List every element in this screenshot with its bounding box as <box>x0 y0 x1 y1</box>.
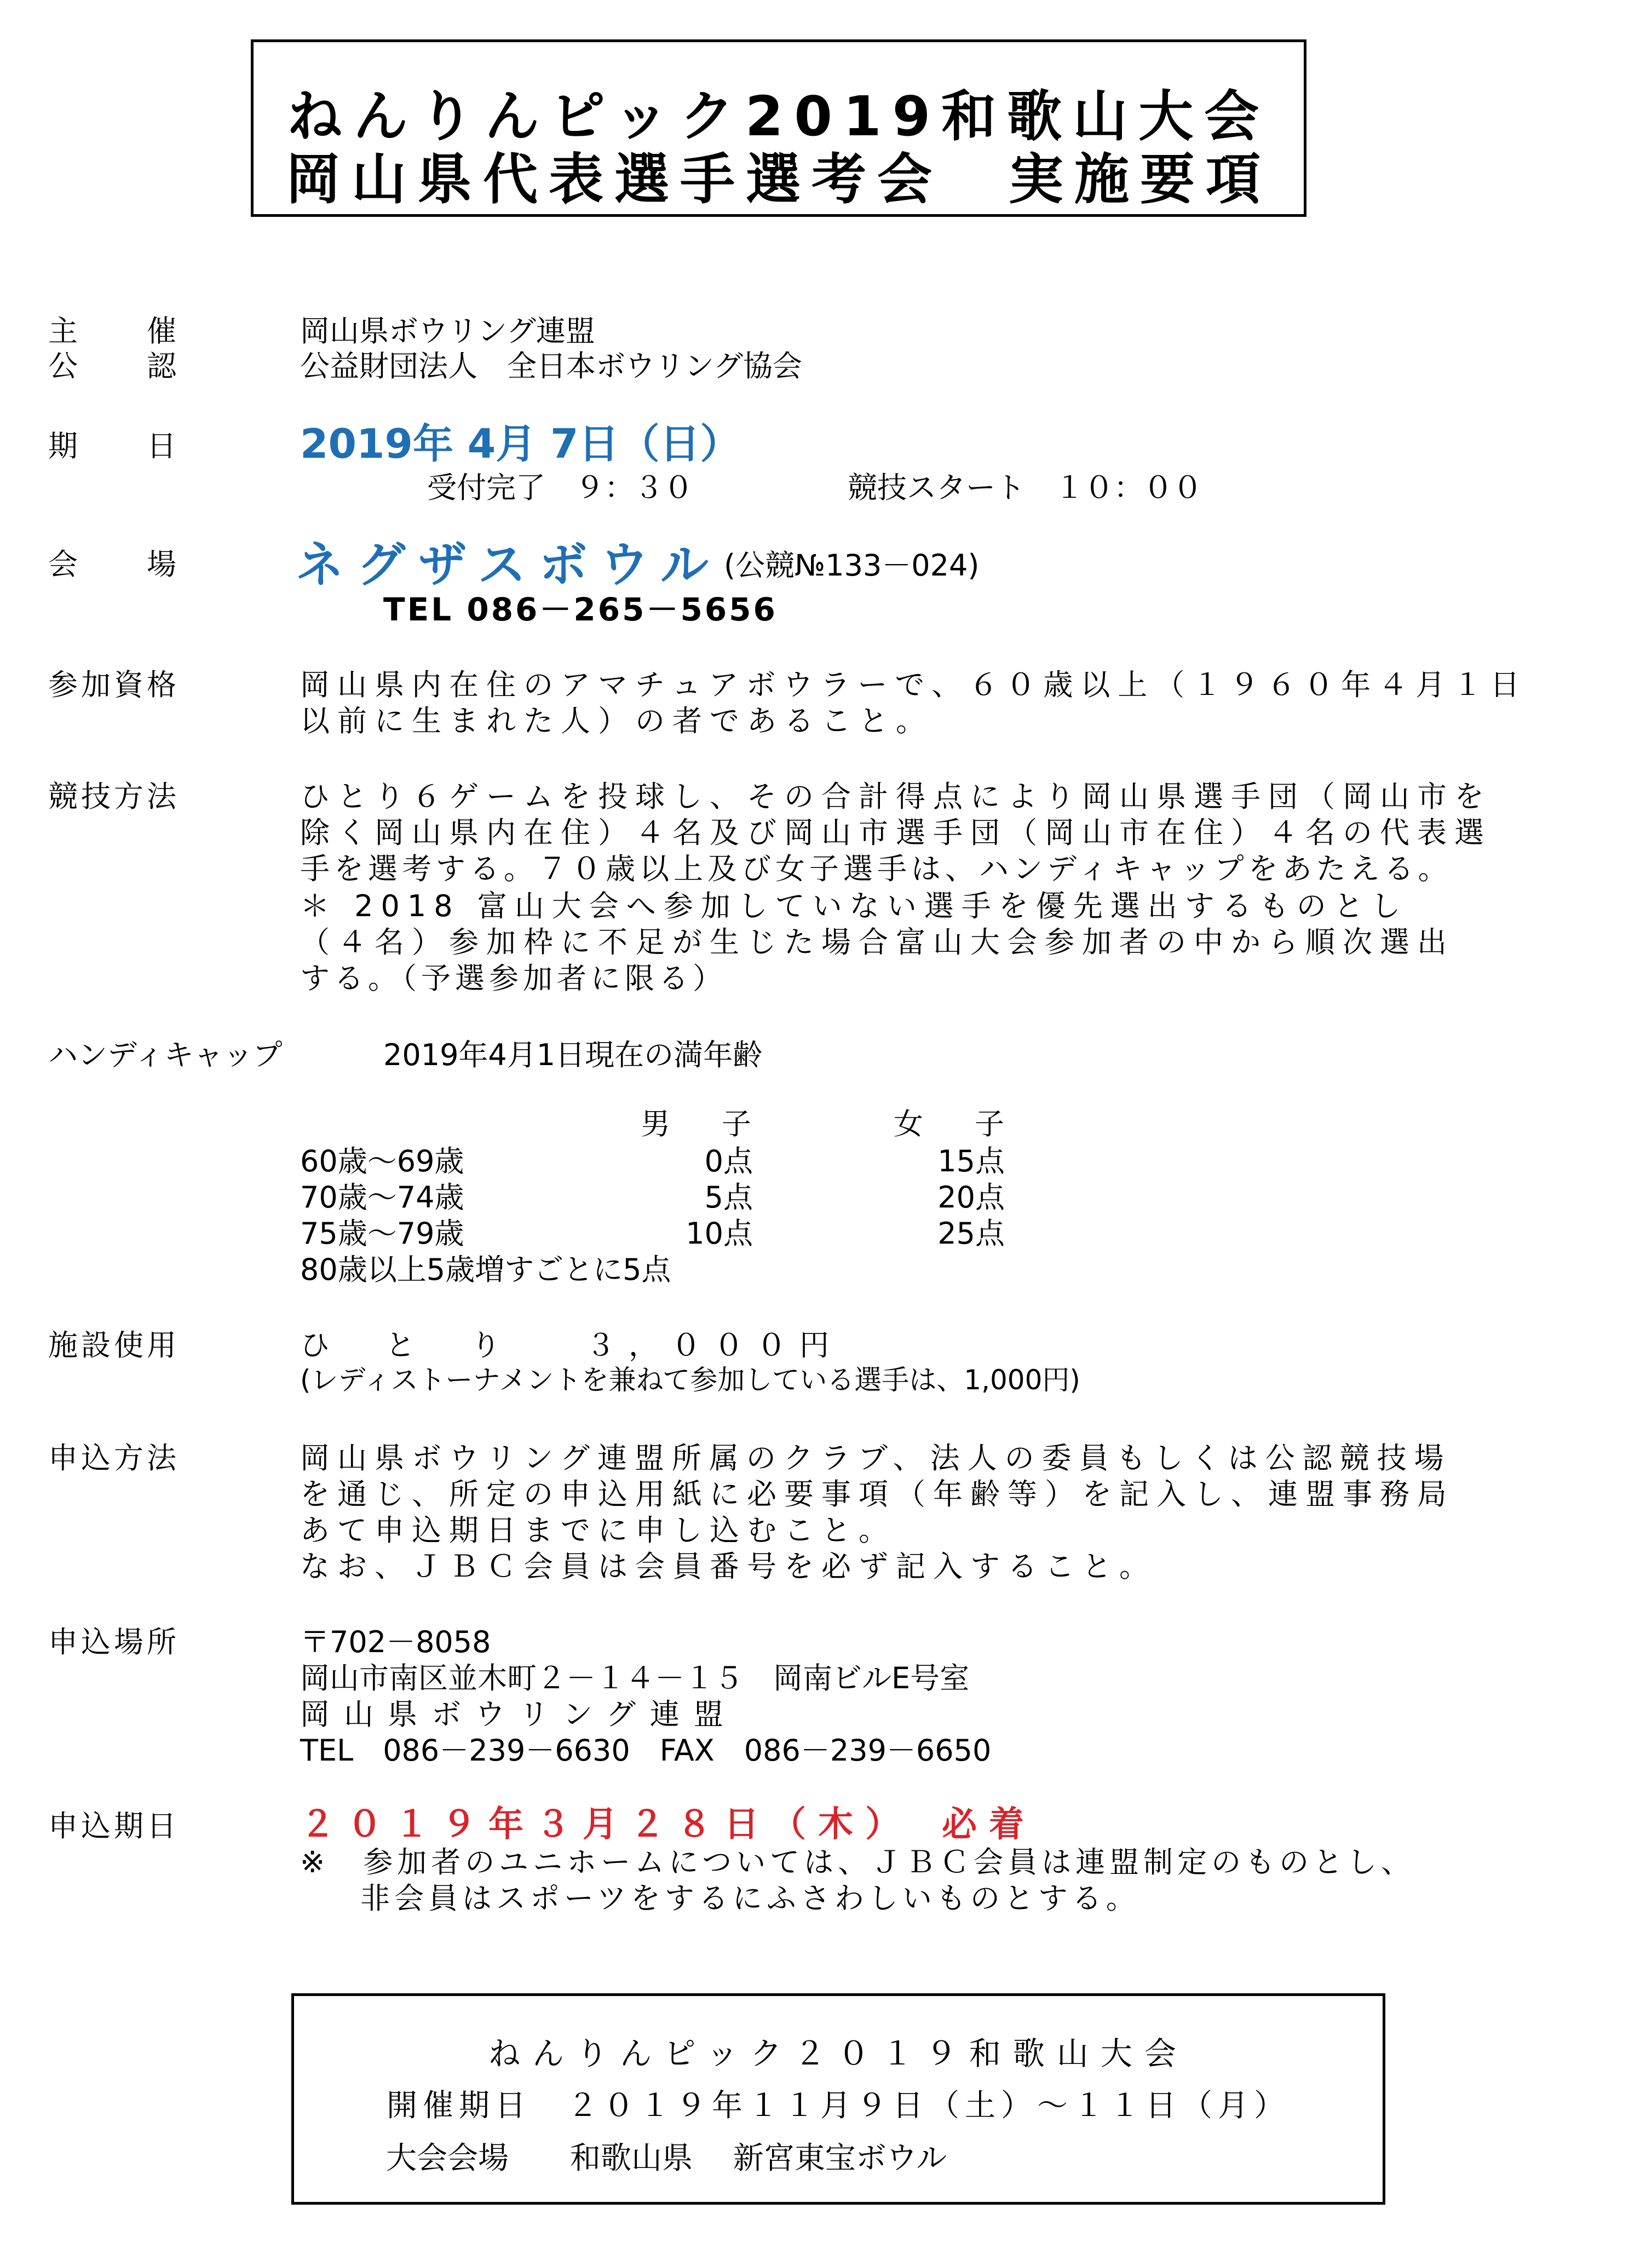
fee-label: 施設使用 <box>48 1328 180 1362</box>
handicap-age: 75歳～79歳 <box>300 1216 464 1251</box>
handicap-male: 5点 <box>704 1180 753 1215</box>
venue-tel: TEL 086－265－5656 <box>383 591 778 628</box>
handicap-age: 70歳～74歳 <box>300 1180 464 1215</box>
start-time: 競技スタート １０：００ <box>848 470 1202 505</box>
application-line: あて申込期日までに申し込むこと。 <box>300 1513 896 1548</box>
event-period: 開催期日 ２０１９年１１月９日（土）～１１日（月） <box>387 2088 1290 2124</box>
reception-time: 受付完了 ９：３０ <box>427 470 693 505</box>
eligibility-line: 岡山県内在住のアマチュアボウラーで、６０歳以上（１９６０年４月１日 <box>300 668 1528 702</box>
event-venue: 大会会場 和歌山県 新宮東宝ボウル <box>386 2141 947 2176</box>
handicap-age: 60歳～69歳 <box>300 1144 464 1178</box>
fee-amount: ３，０００円 <box>586 1328 842 1362</box>
method-line: （４名）参加枠に不足が生じた場合富山大会参加者の中から順次選出 <box>300 925 1454 959</box>
fee-per: ひ と り <box>300 1328 514 1362</box>
title-line-2: 岡山県代表選手選考会 実施要項 <box>286 147 1271 211</box>
deadline-label: 申込期日 <box>48 1809 180 1843</box>
handicap-female: 20点 <box>937 1180 1005 1215</box>
handicap-note: 2019年4月1日現在の満年齢 <box>383 1038 763 1072</box>
application-line: 岡山県ボウリング連盟所属のクラブ、法人の委員もしくは公認競技場 <box>300 1441 1452 1475</box>
application-line: なお、ＪＢＣ会員は会員番号を必ず記入すること。 <box>300 1549 1156 1584</box>
deadline-note-2: 非会員はスポーツをするにふさわしいものとする。 <box>360 1881 1140 1916</box>
deadline-note-1: ※ 参加者のユニホームについては、ＪＢＣ会員は連盟制定のものとし、 <box>300 1845 1415 1879</box>
place-postal: 〒702－8058 <box>300 1625 491 1659</box>
method-label: 競技方法 <box>48 779 180 814</box>
method-line: ひとり６ゲームを投球し、その合計得点により岡山県選手団（岡山市を <box>300 779 1492 814</box>
fee-note: (レディストーナメントを兼ねて参加している選手は、1,000円) <box>300 1364 1080 1396</box>
venue-code: (公競№133－024) <box>724 548 980 583</box>
event-box <box>291 1993 1385 2205</box>
sponsor-value: 岡山県ボウリング連盟 <box>300 314 595 348</box>
eligibility-line: 以前に生まれた人）の者であること。 <box>300 704 933 738</box>
place-label: 申込場所 <box>48 1625 180 1659</box>
method-line: ＊ 2018 富山大会へ参加していない選手を優先選出するものとし <box>300 889 1408 923</box>
handicap-male: 10点 <box>686 1216 753 1251</box>
handicap-header-male: 男 子 <box>641 1107 762 1141</box>
handicap-male: 0点 <box>704 1144 753 1178</box>
handicap-female: 25点 <box>937 1216 1005 1251</box>
handicap-female: 15点 <box>937 1144 1005 1178</box>
title-line-1: ねんりんピック2019和歌山大会 <box>287 84 1270 148</box>
title-box <box>251 39 1306 217</box>
place-org: 岡山県ボウリング連盟 <box>300 1697 738 1732</box>
method-line: 除く岡山県内在住）４名及び岡山市選手団（岡山市在住）４名の代表選 <box>300 815 1492 850</box>
venue-name: ネグザスボウル <box>296 537 722 593</box>
date-label: 期 日 <box>48 429 180 463</box>
application-label: 申込方法 <box>48 1441 180 1475</box>
place-tel-fax: TEL 086－239－6630 FAX 086－239－6650 <box>300 1733 992 1768</box>
sponsor-label: 主 催 <box>48 314 180 348</box>
date-value: 2019年 4月 7日（日） <box>300 421 741 468</box>
venue-label: 会 場 <box>48 547 180 582</box>
event-title: ねんりんピック２０１９和歌山大会 <box>488 2035 1188 2072</box>
handicap-label: ハンディキャップ <box>48 1038 283 1072</box>
approval-label: 公 認 <box>48 349 180 383</box>
eligibility-label: 参加資格 <box>48 668 180 702</box>
method-line: 手を選考する。７０歳以上及び女子選手は、ハンディキャップをあたえる。 <box>300 852 1452 886</box>
handicap-header-female: 女 子 <box>894 1107 1015 1141</box>
deadline-value: ２０１９年３月２８日（木） 必着 <box>300 1804 1036 1845</box>
application-line: を通じ、所定の申込用紙に必要事項（年齢等）を記入し、連盟事務局 <box>300 1477 1454 1511</box>
handicap-footer: 80歳以上5歳増すごとに5点 <box>300 1252 671 1287</box>
method-line: する。（予選参加者に限る） <box>300 961 727 996</box>
approval-value: 公益財団法人 全日本ボウリング協会 <box>300 349 802 383</box>
place-address: 岡山市南区並木町２－１４－１５ 岡南ビルE号室 <box>300 1661 970 1695</box>
